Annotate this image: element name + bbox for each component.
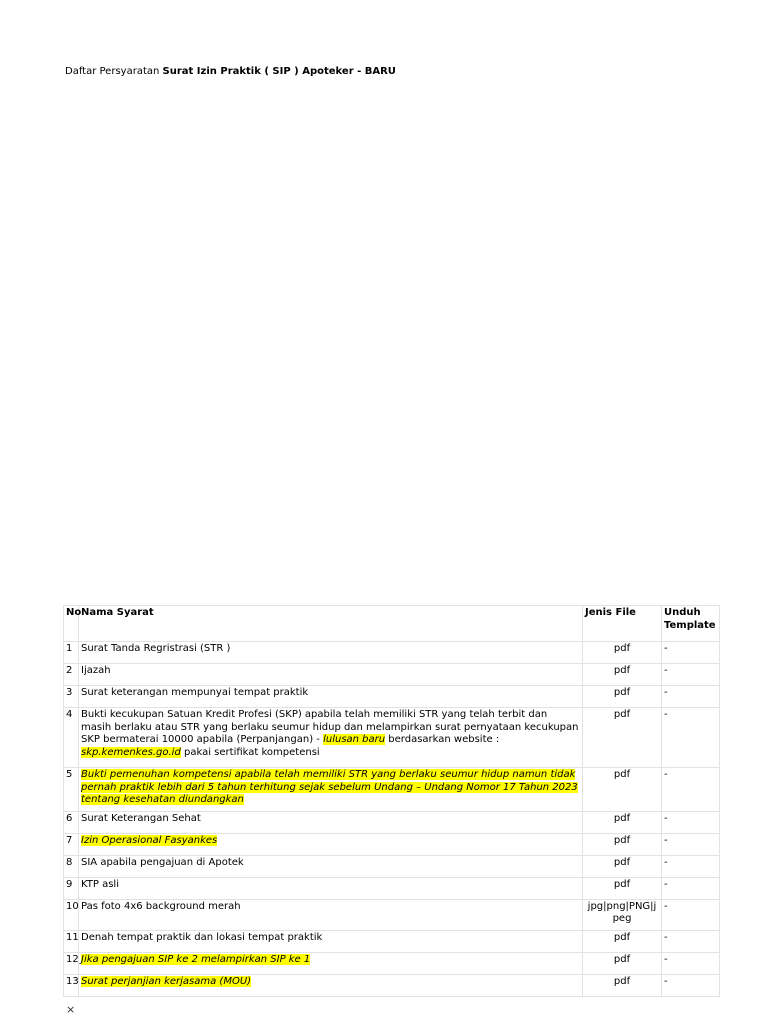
row-no: 2 bbox=[64, 664, 79, 686]
row-name-highlighted: Jika pengajuan SIP ke 2 melampirkan SIP ke 1 bbox=[81, 953, 311, 965]
header-name: Nama Syarat bbox=[79, 606, 583, 642]
row-name: KTP asli bbox=[79, 877, 583, 899]
row-type: pdf bbox=[583, 811, 662, 833]
row-name bbox=[79, 974, 583, 996]
row-template-link[interactable]: - bbox=[662, 708, 720, 768]
row-name-text: berdasarkan website : bbox=[388, 734, 500, 745]
page-heading bbox=[65, 66, 396, 77]
header-template: Unduh Template bbox=[662, 606, 720, 642]
table-row bbox=[64, 686, 720, 708]
row-name: Surat Tanda Regristrasi (STR ) bbox=[79, 642, 583, 664]
row-no: 8 bbox=[64, 855, 79, 877]
row-name: SIA apabila pengajuan di Apotek bbox=[79, 855, 583, 877]
row-no: 6 bbox=[64, 811, 79, 833]
row-template-link[interactable]: - bbox=[662, 899, 720, 930]
row-type: pdf bbox=[583, 708, 662, 768]
row-type: jpg|png|PNG|jpeg bbox=[583, 899, 662, 930]
highlight-skp-website: skp.kemenkes.go.id bbox=[81, 746, 181, 758]
row-no: 7 bbox=[64, 833, 79, 855]
row-type: pdf bbox=[583, 930, 662, 952]
requirements-table bbox=[63, 605, 720, 997]
row-template-link[interactable]: - bbox=[662, 664, 720, 686]
table-row bbox=[64, 642, 720, 664]
row-template-link[interactable]: - bbox=[662, 686, 720, 708]
row-type: pdf bbox=[583, 686, 662, 708]
table-row bbox=[64, 833, 720, 855]
row-no: 5 bbox=[64, 768, 79, 812]
row-type: pdf bbox=[583, 877, 662, 899]
row-name bbox=[79, 768, 583, 812]
row-no: 13 bbox=[64, 974, 79, 996]
table-row bbox=[64, 811, 720, 833]
row-name bbox=[79, 952, 583, 974]
header-no: No bbox=[64, 606, 79, 642]
row-no: 10 bbox=[64, 899, 79, 930]
row-name bbox=[79, 833, 583, 855]
row-no: 1 bbox=[64, 642, 79, 664]
close-icon[interactable]: × bbox=[66, 1003, 76, 1016]
row-type: pdf bbox=[583, 974, 662, 996]
table-header-row bbox=[64, 606, 720, 642]
row-name: Pas foto 4x6 background merah bbox=[79, 899, 583, 930]
row-name: Surat Keterangan Sehat bbox=[79, 811, 583, 833]
row-name-highlighted: Bukti pemenuhan kompetensi apabila telah memiliki STR yang berlaku seumur hidup namun tidak pernah praktik lebih dari 5 tahun terhitung sejak sebelum Undang – Undang Nomor 17 Tahun 2023 tentang kesehatan diundangkan bbox=[81, 769, 578, 805]
row-no: 9 bbox=[64, 877, 79, 899]
row-template-link[interactable]: - bbox=[662, 974, 720, 996]
row-no: 12 bbox=[64, 952, 79, 974]
row-template-link[interactable]: - bbox=[662, 833, 720, 855]
row-name-highlighted: Surat perjanjian kerjasama (MOU) bbox=[81, 975, 252, 987]
row-name: Denah tempat praktik dan lokasi tempat praktik bbox=[79, 930, 583, 952]
row-no: 4 bbox=[64, 708, 79, 768]
highlight-lulusan-baru: lulusan baru bbox=[323, 734, 386, 745]
row-name bbox=[79, 708, 583, 768]
row-template-link[interactable]: - bbox=[662, 855, 720, 877]
table-row bbox=[64, 708, 720, 768]
heading-title: Surat Izin Praktik ( SIP ) Apoteker - BARU bbox=[162, 66, 396, 77]
table-row bbox=[64, 930, 720, 952]
row-type: pdf bbox=[583, 664, 662, 686]
row-name-highlighted: Izin Operasional Fasyankes bbox=[81, 834, 218, 846]
row-template-link[interactable]: - bbox=[662, 952, 720, 974]
header-type: Jenis File bbox=[583, 606, 662, 642]
table-row bbox=[64, 899, 720, 930]
row-template-link[interactable]: - bbox=[662, 877, 720, 899]
row-name: Surat keterangan mempunyai tempat praktik bbox=[79, 686, 583, 708]
row-name-text: pakai sertifikat kompetensi bbox=[184, 746, 320, 758]
row-type: pdf bbox=[583, 952, 662, 974]
table-row bbox=[64, 855, 720, 877]
heading-prefix: Daftar Persyaratan bbox=[65, 66, 160, 77]
row-template-link[interactable]: - bbox=[662, 768, 720, 812]
row-type: pdf bbox=[583, 855, 662, 877]
table-row bbox=[64, 664, 720, 686]
row-name: Ijazah bbox=[79, 664, 583, 686]
table-row bbox=[64, 877, 720, 899]
row-template-link[interactable]: - bbox=[662, 930, 720, 952]
row-name-text: Bukti kecukupan Satuan Kredit Profesi (SKP) apabila telah memiliki STR yang telah terbit dan masih berlaku atau STR yang berlaku seumur hidup dan melampirkan surat pernyataan kecukupan SKP bermaterai 10000 apabila (Perpanjangan) - bbox=[81, 709, 579, 745]
row-type: pdf bbox=[583, 833, 662, 855]
row-type: pdf bbox=[583, 642, 662, 664]
row-no: 11 bbox=[64, 930, 79, 952]
row-no: 3 bbox=[64, 686, 79, 708]
row-template-link[interactable]: - bbox=[662, 642, 720, 664]
row-type: pdf bbox=[583, 768, 662, 812]
table-row bbox=[64, 768, 720, 812]
table-row bbox=[64, 974, 720, 996]
table-row bbox=[64, 952, 720, 974]
row-template-link[interactable]: - bbox=[662, 811, 720, 833]
